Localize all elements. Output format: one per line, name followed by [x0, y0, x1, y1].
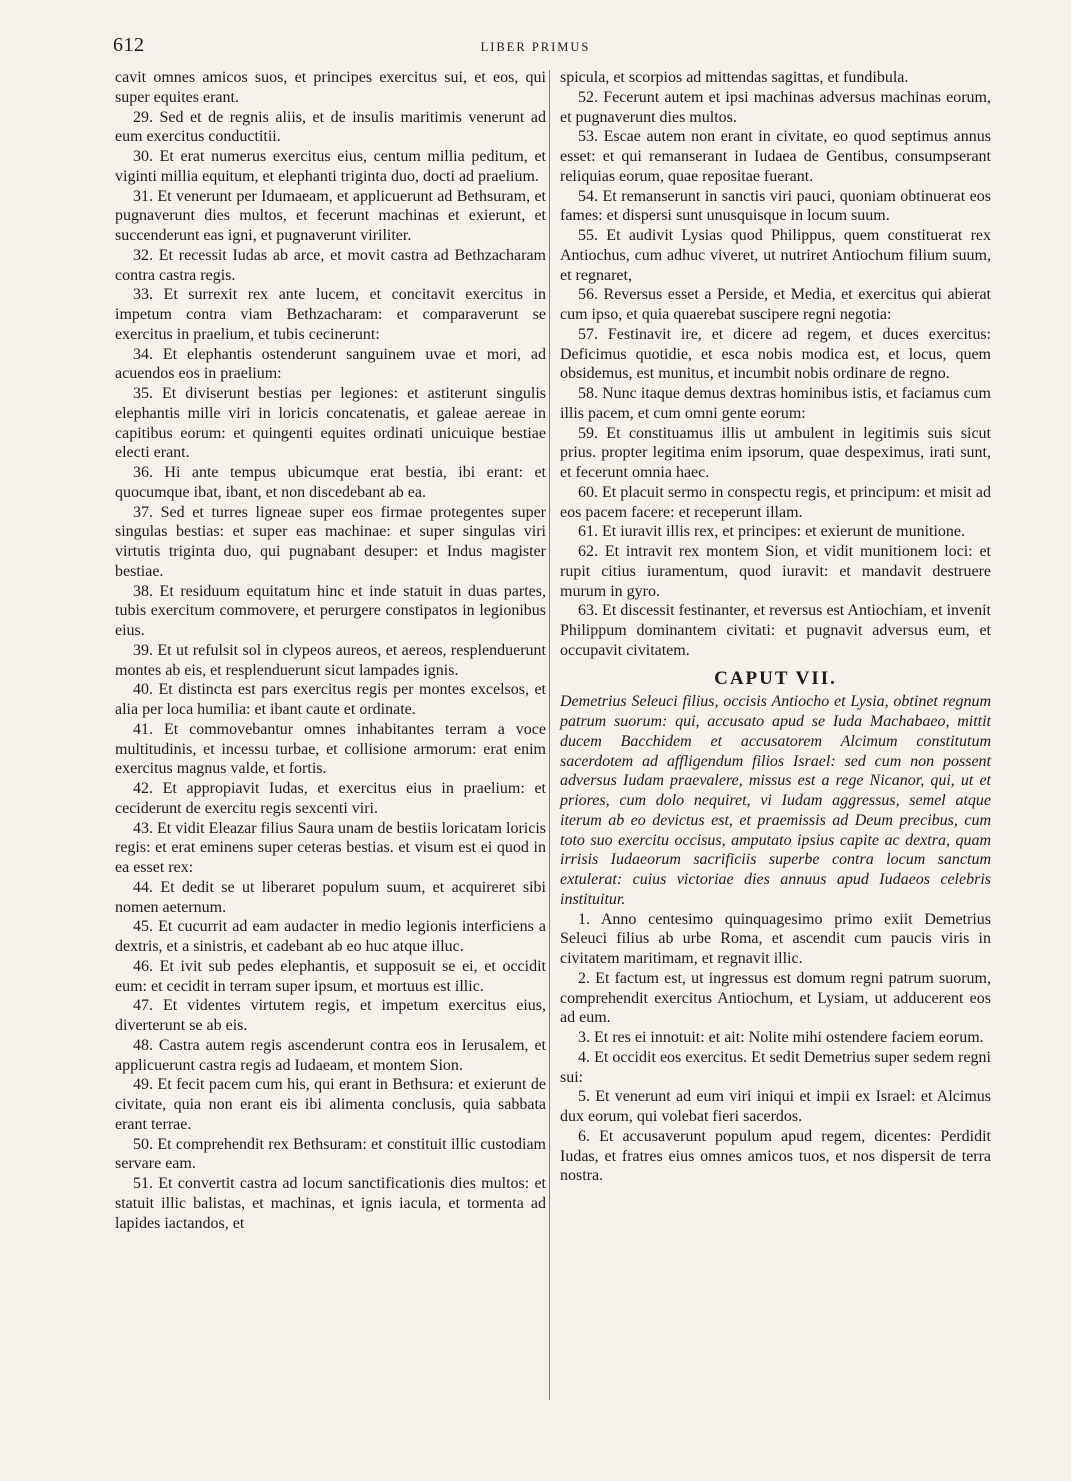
right-column: [560, 68, 991, 1186]
verse-paragraph: 55. Et audivit Lysias quod Philippus, quem constituerat rex Antiochus, cum adhuc viveret, ut nutriret Antiochum filium suum, et regnaret,: [560, 227, 991, 284]
chapter-summary: Demetrius Seleuci filius, occisis Antiocho et Lysia, obtinet regnum patrum suorum: qui, accusato apud se Iuda Machabaeo, mittit ducem Bacchidem et accusatorem Alcimum constitutum sacerdotem ad affligendum filios Israel: sed cum non possent adversus Iudam praevalere, missus est a rege Nicanor, qui, ut et priores, cum dolo nequiret, vi Iudam aggressus, semel atque iterum ab eo devictus est, et praemissis ad Deum precibus, cum toto suo exercitu occisus, amputato ipsius capite ac dextra, quam irrisis Iudaeorum sacrificiis superbe contra locum sanctum extulerat: cuius victoriae dies annuus apud Iudaeos celebris instituitur.: [560, 693, 991, 908]
verse-paragraph: 48. Castra autem regis ascenderunt contra eos in Ierusalem, et applicuerunt castra regis ad Iudaeam, et montem Sion.: [115, 1036, 546, 1074]
verse-paragraph: 58. Nunc itaque demus dextras hominibus istis, et faciamus cum illis pacem, et cum omni gente eorum:: [560, 385, 991, 422]
verse-paragraph: 51. Et convertit castra ad locum sanctificationis dies multos: et statuit illic balistas, et machinas, et ignis iacula, et tormenta ad lapides iactandos, et: [115, 1175, 546, 1232]
verse-paragraph: 54. Et remanserunt in sanctis viri pauci, quoniam obtinuerat eos fames: et dispersi sunt unusquisque in locum suum.: [560, 187, 991, 225]
verse-paragraph: 43. Et vidit Eleazar filius Saura unam de bestiis loricatam loricis regis: et erat eminens super ceteras bestias. et visum est ei quod in ea esset rex:: [115, 819, 546, 876]
left-column: [115, 68, 546, 1233]
verse-paragraph: 44. Et dedit se ut liberaret populum suum, et acquireret sibi nomen aeternum.: [115, 878, 546, 916]
verse-paragraph: 32. Et recessit Iudas ab arce, et movit castra ad Bethzacharam contra castra regis.: [115, 246, 546, 284]
verse-paragraph: 35. Et diviserunt bestias per legiones: et astiterunt singulis elephantis mille viri in loricis concatenatis, et galeae aereae in capitibus eorum: et quingenti equites ordinati unicuique bestiae electi erant.: [115, 385, 546, 462]
verse-paragraph: 47. Et videntes virtutem regis, et impetum exercitus eius, diverterunt se ab eis.: [115, 997, 546, 1034]
verse-paragraph: 62. Et intravit rex montem Sion, et vidit munitionem loci: et rupit citius iuramentum, quod iuravit: et mandavit destruere murum in gyro.: [560, 543, 991, 600]
verse-paragraph: 53. Escae autem non erant in civitate, eo quod septimus annus esset: et qui remanserant in Iudaea de Gentibus, consumpserant reliquias eorum, quae repositae fuerant.: [560, 128, 991, 185]
verse-paragraph: 60. Et placuit sermo in conspectu regis, et principum: et misit ad eos pacem facere: et receperunt illam.: [560, 483, 991, 521]
verse-paragraph: 6. Et accusaverunt populum apud regem, dicentes: Perdidit Iudas, et fratres eius omnes amicos tuos, et nos dispersit de terra nostra.: [560, 1127, 991, 1185]
verse-paragraph: 45. Et cucurrit ad eam audacter in medio legionis interficiens a dextris, et a sinistris, et cadebant ab eo huc atque illuc.: [115, 918, 546, 955]
verse-paragraph: 42. Et appropiavit Iudas, et exercitus eius in praelium: et ceciderunt de exercitu regis sexcenti viri.: [115, 780, 546, 817]
verse-paragraph: 30. Et erat numerus exercitus eius, centum millia peditum, et viginti millia equitum, et elephanti triginta duo, docti ad praelium.: [115, 148, 546, 185]
verse-paragraph: 39. Et ut refulsit sol in clypeos aureos, et aereos, resplenduerunt montes ab eis, et resplenduerunt sicut lampades ignis.: [115, 641, 546, 679]
verse-paragraph: 52. Fecerunt autem et ipsi machinas adversus machinas eorum, et pugnaverunt dies multos.: [560, 88, 991, 126]
verse-paragraph: 2. Et factum est, ut ingressus est domum regni patrum suorum, comprehendit exercitus Antiochum, et Lysiam, ut adducerent eos ad eum.: [560, 969, 991, 1027]
verse-paragraph: 36. Hi ante tempus ubicumque erat bestia, ibi erant: et quocumque ibat, ibant, et non discedebant ab ea.: [115, 464, 546, 501]
verse-paragraph: 29. Sed et de regnis aliis, et de insulis maritimis venerunt ad eum exercitus conductitii.: [115, 108, 546, 146]
verse-paragraph: cavit omnes amicos suos, et principes exercitus sui, et eos, qui super equites erant.: [115, 69, 546, 106]
chapter-heading: CAPUT VII.: [714, 667, 837, 689]
verse-paragraph: 61. Et iuravit illis rex, et principes: et exierunt de munitione.: [578, 523, 966, 541]
verse-paragraph: 3. Et res ei innotuit: et ait: Nolite mihi ostendere faciem eorum.: [578, 1029, 984, 1046]
verse-paragraph: 33. Et surrexit rex ante lucem, et concitavit exercitus in impetum contra viam Bethzacharam: et comparaverunt se exercitus in praelium, et tubis cecinerunt:: [115, 286, 546, 343]
column-divider: [549, 70, 550, 1400]
verse-paragraph: 38. Et residuum equitatum hinc et inde statuit in duas partes, tubis exercitum commovere, et perurgere constipatos in legionibus eius.: [115, 582, 546, 639]
verse-paragraph: 1. Anno centesimo quinquagesimo primo exiit Demetrius Seleuci filius ab urbe Roma, et ascendit cum paucis viris in civitatem maritimam, et regnavit illic.: [560, 910, 991, 967]
verse-paragraph: spicula, et scorpios ad mittendas sagittas, et fundibula.: [560, 69, 909, 86]
verse-paragraph: 4. Et occidit eos exercitus. Et sedit Demetrius super sedem regni sui:: [560, 1048, 991, 1086]
verse-paragraph: 50. Et comprehendit rex Bethsuram: et constituit illic custodiam servare eam.: [115, 1135, 546, 1173]
verse-paragraph: 56. Reversus esset a Perside, et Media, et exercitus qui abierat cum ipso, et quia quaerebat suscipere regni negotia:: [560, 286, 991, 323]
verse-paragraph: 37. Sed et turres ligneae super eos firmae protegentes super singulas bestias: et super eas machinae: et super singulas viri virtutis triginta duo, qui pugnabant desuper: et Indus magister bestiae.: [115, 503, 546, 580]
verse-paragraph: 46. Et ivit sub pedes elephantis, et supposuit se ei, et occidit eum: et cecidit in terram super ipsum, et mortuus est illic.: [115, 957, 546, 995]
verse-paragraph: 49. Et fecit pacem cum his, qui erant in Bethsura: et exierunt de civitate, quia non erant eis ibi alimenta conclusis, quia sabbata erant terrae.: [115, 1076, 546, 1133]
verse-paragraph: 34. Et elephantis ostenderunt sanguinem uvae et mori, ad acuendos eos in praelium:: [115, 345, 546, 383]
running-title: LIBER PRIMUS: [480, 40, 591, 54]
verse-paragraph: 59. Et constituamus illis ut ambulent in legitimis suis sicut prius. propter legitima enim ipsorum, quae despeximus, irati sunt, et fecerunt omnia haec.: [560, 424, 991, 481]
verse-paragraph: 5. Et venerunt ad eum viri iniqui et impii ex Israel: et Alcimus dux eorum, qui volebat fieri sacerdos.: [560, 1088, 991, 1125]
verse-paragraph: 63. Et discessit festinanter, et reversus est Antiochiam, et invenit Philippum dominantem civitati: et pugnavit adversus eum, et occupavit civitatem.: [560, 602, 991, 659]
verse-paragraph: 40. Et distincta est pars exercitus regis per montes excelsos, et alia per loca humilia: et ibant caute et ordinate.: [115, 681, 546, 718]
verse-paragraph: 41. Et commovebantur omnes inhabitantes terram a voce multitudinis, et incessu turbae, et collisione armorum: erat enim exercitus magnus valde, et fortis.: [115, 720, 546, 778]
page-number: 612: [113, 34, 145, 56]
verse-paragraph: 31. Et venerunt per Idumaeam, et applicuerunt ad Bethsuram, et pugnaverunt dies multos, et fecerunt machinas et exierunt, et succenderunt eas igni, et pugnaverunt viriliter.: [115, 187, 546, 244]
verse-paragraph: 57. Festinavit ire, et dicere ad regem, et duces exercitus: Deficimus quotidie, et esca nobis modica est, et locus, quem obsidemus, est munitus, et incumbit nobis ordinare de regno.: [560, 325, 991, 383]
